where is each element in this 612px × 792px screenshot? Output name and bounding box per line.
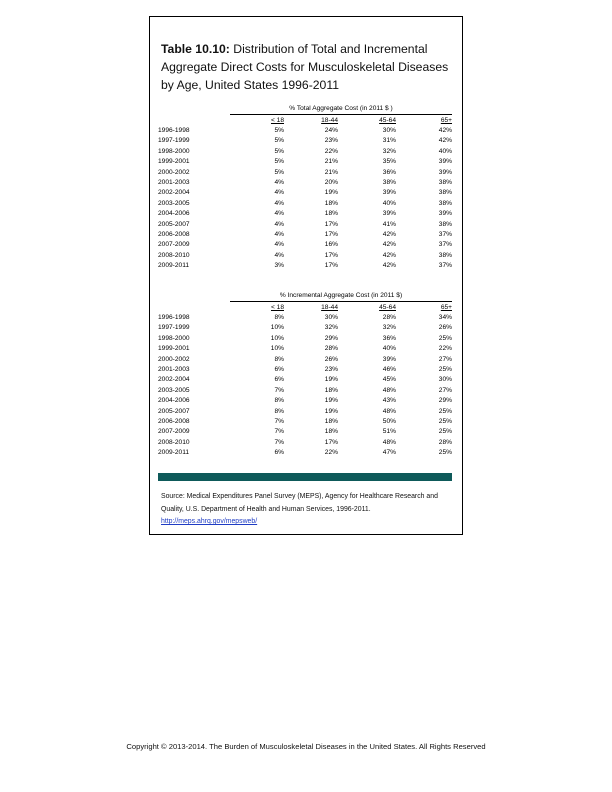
table-row	[158, 251, 452, 261]
row-value: 5%	[274, 127, 284, 134]
row-value: 39%	[382, 189, 396, 197]
table-row	[158, 344, 452, 354]
row-period: 2000-2002	[158, 355, 190, 363]
col-header-18-44: 18-44	[321, 117, 338, 124]
row-value: 42%	[382, 231, 396, 238]
row-value: 4%	[274, 189, 284, 197]
row-value: 38%	[438, 220, 452, 228]
row-value: 42%	[382, 251, 396, 259]
row-value: 39%	[438, 168, 452, 176]
column-header-row	[158, 303, 452, 313]
row-period: 1999-2001	[158, 158, 190, 166]
table-title	[161, 40, 461, 94]
row-value: 26%	[324, 355, 338, 363]
table-row	[158, 448, 452, 458]
table-row	[158, 240, 452, 250]
row-value: 6%	[274, 366, 284, 373]
row-value: 25%	[438, 428, 452, 436]
row-value: 19%	[324, 407, 338, 415]
row-period: 2008-2010	[158, 438, 190, 446]
row-value: 10%	[270, 334, 284, 342]
table-row	[158, 334, 452, 344]
table-row	[158, 375, 452, 385]
row-value: 29%	[438, 397, 452, 405]
row-value: 40%	[382, 199, 396, 207]
row-value: 4%	[274, 220, 284, 228]
col-header-18-44: 18-44	[321, 304, 338, 311]
table-title-text: Distribution of Total and Incremental Aggregate Direct Costs for Musculoskeletal Diseases by Age, United States 1996-2011	[161, 42, 449, 92]
row-value: 51%	[382, 428, 396, 436]
col-header-45-64: 45-64	[379, 117, 396, 124]
row-period: 2006-2008	[158, 418, 190, 425]
row-value: 7%	[274, 428, 284, 436]
table-row	[158, 417, 452, 427]
row-period: 2007-2009	[158, 428, 190, 436]
row-value: 24%	[324, 127, 338, 134]
column-header-row	[158, 116, 452, 126]
row-period: 2003-2005	[158, 199, 190, 207]
col-header-65-plus: 65+	[440, 117, 452, 124]
row-value: 19%	[324, 376, 338, 384]
row-value: 5%	[274, 137, 284, 145]
row-period: 2007-2009	[158, 241, 190, 249]
row-value: 4%	[274, 179, 284, 186]
row-value: 27%	[438, 386, 452, 394]
row-value: 50%	[382, 418, 396, 425]
row-value: 3%	[274, 262, 284, 270]
col-header-under-18: < 18	[270, 117, 284, 124]
row-value: 28%	[324, 345, 338, 353]
table-row	[158, 386, 452, 396]
row-value: 6%	[274, 376, 284, 384]
table-row	[158, 261, 452, 271]
row-value: 42%	[438, 127, 452, 134]
row-value: 38%	[438, 199, 452, 207]
row-period: 2004-2006	[158, 210, 190, 218]
row-period: 1997-1999	[158, 324, 190, 332]
row-period: 2004-2006	[158, 397, 190, 405]
row-value: 17%	[324, 251, 338, 259]
row-value: 39%	[382, 355, 396, 363]
row-value: 17%	[324, 262, 338, 270]
source-note	[161, 491, 453, 529]
row-value: 30%	[382, 127, 396, 134]
row-period: 2002-2004	[158, 189, 190, 197]
row-value: 7%	[274, 386, 284, 394]
row-value: 32%	[382, 324, 396, 332]
row-value: 4%	[274, 241, 284, 249]
row-period: 2008-2010	[158, 251, 190, 259]
row-value: 8%	[274, 407, 284, 415]
row-period: 2002-2004	[158, 376, 190, 384]
table-row	[158, 168, 452, 178]
row-value: 25%	[438, 407, 452, 415]
row-value: 6%	[274, 449, 284, 457]
row-value: 23%	[324, 137, 338, 145]
row-value: 41%	[382, 220, 396, 228]
row-value: 8%	[274, 397, 284, 405]
section-heading-incremental: % Incremental Aggregate Cost (in 2011 $)	[279, 292, 403, 299]
row-value: 19%	[324, 397, 338, 405]
row-value: 40%	[382, 345, 396, 353]
row-value: 28%	[382, 314, 396, 321]
row-value: 5%	[274, 158, 284, 166]
row-value: 36%	[382, 334, 396, 342]
row-value: 25%	[438, 418, 452, 425]
row-value: 42%	[438, 137, 452, 145]
row-value: 4%	[274, 210, 284, 218]
source-text: Source: Medical Expenditures Panel Survey (MEPS), Agency for Healthcare Research and Quality, U.S. Department of Health and Human Services, 1996-2011.	[161, 493, 438, 513]
row-value: 48%	[382, 386, 396, 394]
table-row	[158, 438, 452, 448]
table-row	[158, 188, 452, 198]
row-value: 25%	[438, 334, 452, 342]
source-link[interactable]: http://meps.ahrq.gov/mepsweb/	[161, 518, 258, 525]
row-value: 35%	[382, 158, 396, 166]
row-period: 2001-2003	[158, 366, 190, 373]
row-value: 22%	[324, 147, 338, 155]
row-period: 1996-1998	[158, 127, 190, 134]
row-period: 2000-2002	[158, 168, 190, 176]
row-period: 2005-2007	[158, 220, 190, 228]
row-period: 2006-2008	[158, 231, 190, 238]
row-value: 23%	[324, 366, 338, 373]
row-period: 1998-2000	[158, 147, 190, 155]
row-value: 40%	[438, 147, 452, 155]
row-value: 5%	[274, 147, 284, 155]
row-value: 46%	[382, 366, 396, 373]
table-number: Table 10.10:	[161, 42, 230, 56]
section-rule-incremental	[230, 301, 452, 302]
row-value: 30%	[438, 376, 452, 384]
row-period: 1997-1999	[158, 137, 190, 145]
table-row	[158, 396, 452, 406]
row-value: 42%	[382, 241, 396, 249]
row-value: 30%	[324, 314, 338, 321]
table-row	[158, 313, 452, 323]
row-value: 10%	[270, 324, 284, 332]
row-value: 16%	[324, 241, 338, 249]
row-value: 28%	[438, 438, 452, 446]
row-value: 8%	[274, 355, 284, 363]
row-value: 34%	[438, 314, 452, 321]
row-value: 18%	[324, 386, 338, 394]
row-period: 1998-2000	[158, 334, 190, 342]
table-row	[158, 199, 452, 209]
row-value: 37%	[438, 241, 452, 249]
row-value: 4%	[274, 251, 284, 259]
row-value: 7%	[274, 418, 284, 425]
row-value: 5%	[274, 168, 284, 176]
row-period: 1999-2001	[158, 345, 190, 353]
row-value: 25%	[438, 449, 452, 457]
col-header-under-18: < 18	[270, 304, 284, 311]
row-value: 38%	[438, 179, 452, 186]
row-value: 31%	[382, 137, 396, 145]
row-value: 19%	[324, 189, 338, 197]
row-value: 45%	[382, 376, 396, 384]
row-value: 42%	[382, 262, 396, 270]
row-value: 21%	[324, 158, 338, 166]
row-value: 48%	[382, 438, 396, 446]
row-value: 38%	[438, 189, 452, 197]
row-value: 39%	[438, 158, 452, 166]
section-rule-total	[230, 114, 452, 115]
row-value: 47%	[382, 449, 396, 457]
row-value: 4%	[274, 231, 284, 238]
col-header-45-64: 45-64	[379, 304, 396, 311]
row-value: 26%	[438, 324, 452, 332]
row-value: 8%	[274, 314, 284, 321]
row-period: 2009-2011	[158, 449, 190, 457]
row-value: 22%	[324, 449, 338, 457]
row-value: 18%	[324, 428, 338, 436]
row-value: 17%	[324, 231, 338, 238]
section-heading-total: % Total Aggregate Cost (in 2011 $ )	[289, 105, 393, 112]
row-value: 48%	[382, 407, 396, 415]
table-row	[158, 147, 452, 157]
row-value: 18%	[324, 210, 338, 218]
row-value: 32%	[324, 324, 338, 332]
table-row	[158, 427, 452, 437]
row-value: 43%	[382, 397, 396, 405]
row-value: 21%	[324, 168, 338, 176]
table-row	[158, 230, 452, 240]
row-value: 17%	[324, 220, 338, 228]
table-row	[158, 157, 452, 167]
row-value: 38%	[382, 179, 396, 186]
row-value: 18%	[324, 199, 338, 207]
table-row	[158, 220, 452, 230]
row-value: 22%	[438, 345, 452, 353]
row-value: 39%	[438, 210, 452, 218]
row-value: 37%	[438, 231, 452, 238]
row-period: 2005-2007	[158, 407, 190, 415]
table-row	[158, 126, 452, 136]
row-value: 38%	[438, 251, 452, 259]
row-value: 18%	[324, 418, 338, 425]
table-row	[158, 355, 452, 365]
row-value: 25%	[438, 366, 452, 373]
row-value: 20%	[324, 179, 338, 186]
row-value: 36%	[382, 168, 396, 176]
row-value: 17%	[324, 438, 338, 446]
col-header-65-plus: 65+	[440, 304, 452, 311]
table-row	[158, 365, 452, 375]
row-value: 27%	[438, 355, 452, 363]
divider-bar	[158, 473, 452, 481]
row-value: 10%	[270, 345, 284, 353]
table-row	[158, 407, 452, 417]
row-period: 2003-2005	[158, 386, 190, 394]
table-row	[158, 136, 452, 146]
row-value: 29%	[324, 334, 338, 342]
row-value: 4%	[274, 199, 284, 207]
table-frame	[149, 16, 463, 535]
table-row	[158, 178, 452, 188]
row-value: 7%	[274, 438, 284, 446]
table-row	[158, 209, 452, 219]
row-value: 37%	[438, 262, 452, 270]
row-value: 39%	[382, 210, 396, 218]
table-row	[158, 323, 452, 333]
row-value: 32%	[382, 147, 396, 155]
copyright-footer: Copyright © 2013-2014. The Burden of Musculoskeletal Diseases in the United States. All Rights Reserved	[126, 742, 486, 751]
row-period: 2001-2003	[158, 179, 190, 186]
row-period: 1996-1998	[158, 314, 190, 321]
row-period: 2009-2011	[158, 262, 190, 270]
